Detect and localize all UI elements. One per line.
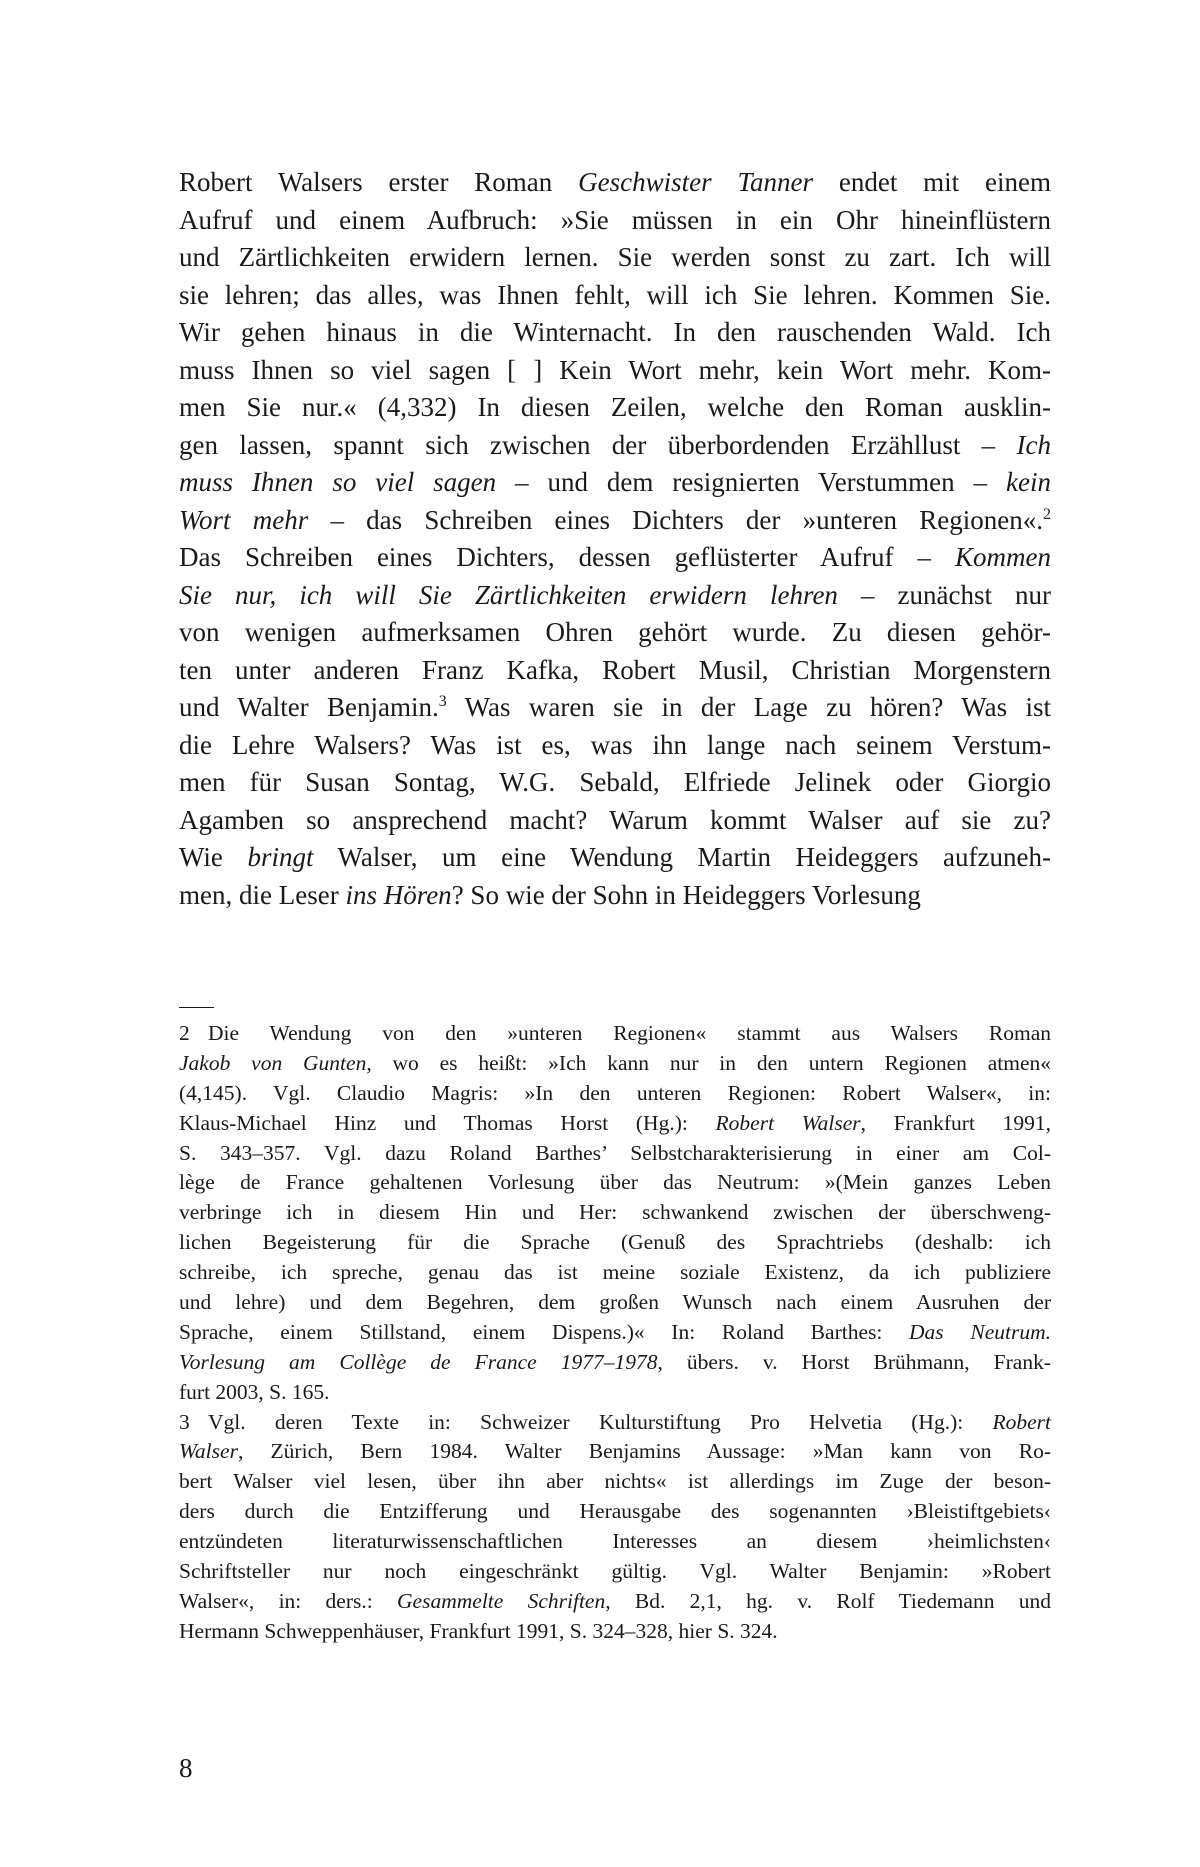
text-run: furt 2003, S. 165. [179, 1379, 330, 1404]
footnote-line [179, 1079, 1051, 1109]
text-run: und Zärtlichkeiten erwidern lernen. Sie werden sonst zu zart. Ich will [179, 242, 1051, 272]
footnotes-block [179, 1019, 1051, 1647]
text-run: – und dem resignierten Verstummen – [496, 467, 1007, 497]
text-run: Walser, um eine Wendung Martin Heideggers aufzuneh- [313, 842, 1051, 872]
text-run: schreibe, ich spreche, genau das ist meine soziale Existenz, da ich publiziere [179, 1260, 1051, 1285]
body-line [179, 277, 1051, 315]
text-run: Klaus-Michael Hinz und Thomas Horst (Hg.): [179, 1110, 716, 1135]
footnote-line [179, 1139, 1051, 1169]
text-run: Die Wendung von den »unteren Regionen« stammt aus Walsers Roman [208, 1021, 1051, 1045]
footnote-line [179, 1497, 1051, 1527]
footnote-line [179, 1109, 1051, 1139]
text-run: lège de France gehaltenen Vorlesung über das Neutrum: »(Mein ganzes Leben [179, 1170, 1051, 1195]
body-line [179, 164, 1051, 202]
text-run: von wenigen aufmerksamen Ohren gehört wurde. Zu diesen gehör- [179, 617, 1051, 647]
italic-text: Ich [1016, 429, 1051, 460]
text-run: bert Walser viel lesen, über ihn aber nichts« ist allerdings im Zuge der beson- [179, 1469, 1051, 1494]
text-run: lichen Begeisterung für die Sprache (Genuß des Sprachtriebs (deshalb: ich [179, 1230, 1051, 1255]
text-run: – zunächst nur [837, 579, 1052, 610]
text-run: Agamben so ansprechend macht? Warum kommt Walser auf sie zu? [179, 804, 1051, 835]
footnote-line [179, 1527, 1051, 1557]
footnote-line [179, 1378, 1051, 1408]
text-run: Hermann Schweppenhäuser, Frankfurt 1991, S. 324–328, hier S. 324. [179, 1618, 778, 1643]
italic-text: Jakob von Gunten [179, 1050, 367, 1075]
text-run: endet mit einem [813, 167, 1052, 197]
body-line [179, 577, 1051, 615]
body-line [179, 652, 1051, 690]
footnote-reference: 2 [1043, 505, 1052, 523]
text-run: , wo es heißt: »Ich kann nur in den untern Regionen atmen« [366, 1050, 1051, 1075]
text-run: Wie [179, 842, 248, 872]
text-run: , Frankfurt 1991, [860, 1110, 1051, 1135]
text-run: men für Susan Sontag, W.G. Sebald, Elfriede Jelinek oder Giorgio [179, 767, 1051, 797]
italic-text: Walser [179, 1439, 238, 1464]
footnote-line [179, 1587, 1051, 1617]
italic-text: kein [1006, 467, 1051, 497]
text-run: – das Schreiben eines Dichters der »unteren Regionen«. [308, 504, 1044, 535]
text-run: Was waren sie in der Lage zu hören? Was ist [446, 692, 1051, 722]
text-run: , Zürich, Bern 1984. Walter Benjamins Aussage: »Man kann von Ro- [237, 1439, 1051, 1464]
italic-text: bringt [247, 842, 314, 872]
italic-text: Das Neutrum. [909, 1319, 1051, 1344]
text-run: (4,145). Vgl. Claudio Magris: »In den unteren Regionen: Robert Walser«, in: [179, 1080, 1051, 1105]
body-line [179, 389, 1051, 427]
text-run: Robert Walsers erster Roman [179, 167, 579, 197]
footnote-line [179, 1318, 1051, 1348]
text-run: Aufruf und einem Aufbruch: »Sie müssen in ein Ohr hineinflüstern [179, 204, 1051, 235]
text-run: , übers. v. Horst Brühmann, Frank- [657, 1349, 1051, 1374]
footnote-line [179, 1437, 1051, 1467]
italic-text: Kommen [955, 542, 1051, 572]
italic-text: Geschwister Tanner [578, 167, 814, 197]
body-line [179, 202, 1051, 240]
footnote-line [179, 1557, 1051, 1587]
text-run: Das Schreiben eines Dichters, dessen geflüsterter Aufruf – [179, 542, 955, 572]
italic-text: Wort mehr [179, 504, 309, 535]
body-line [179, 352, 1051, 390]
footnote-line [179, 1408, 1051, 1438]
text-run: Vgl. deren Texte in: Schweizer Kulturstiftung Pro Helvetia (Hg.): [208, 1409, 993, 1434]
text-run: ders durch die Entzifferung und Herausgabe des sogenannten ›Bleistiftgebiets‹ [179, 1499, 1051, 1524]
text-run: die Lehre Walsers? Was ist es, was ihn lange nach seinem Verstum- [179, 729, 1051, 760]
footnote-line [179, 1288, 1051, 1318]
footnote-number: 3 [179, 1409, 190, 1434]
page-number: 8 [179, 1753, 193, 1783]
footnote-line [179, 1168, 1051, 1198]
footnote-line [179, 1019, 1051, 1049]
text-run: verbringe ich in diesem Hin und Her: schwankend zwischen der überschweng- [179, 1200, 1051, 1225]
footnote-line [179, 1617, 1051, 1647]
italic-text: Robert [992, 1409, 1051, 1434]
footnote-line [179, 1258, 1051, 1288]
text-run: , Bd. 2,1, hg. v. Rolf Tiedemann und [605, 1588, 1051, 1613]
footnote-reference: 3 [438, 693, 447, 710]
italic-text: Robert Walser [715, 1110, 861, 1135]
body-line [179, 764, 1051, 802]
text-run: und lehre) und dem Begehren, dem großen Wunsch nach einem Ausruhen der [179, 1290, 1051, 1315]
footnote-line [179, 1467, 1051, 1497]
text-run: gen lassen, spannt sich zwischen der überbordenden Erzähllust – [179, 429, 1017, 460]
footnote-separator-rule [179, 1007, 214, 1008]
main-text-block [179, 164, 1051, 914]
body-line [179, 314, 1051, 352]
italic-text: Sie nur, ich will Sie Zärtlichkeiten erwidern lehren [179, 579, 838, 610]
text-run: men Sie nur.« (4,332) In diesen Zeilen, welche den Roman ausklin- [179, 392, 1051, 422]
text-run: ? So wie der Sohn in Heideggers Vorlesung [451, 879, 921, 910]
body-line [179, 239, 1051, 277]
text-run: und Walter Benjamin. [179, 692, 439, 722]
body-line [179, 839, 1051, 877]
body-line [179, 614, 1051, 652]
footnote-line [179, 1348, 1051, 1378]
text-run: Walser«, in: ders.: [179, 1588, 398, 1613]
body-line [179, 802, 1051, 840]
footnote-line [179, 1228, 1051, 1258]
italic-text: ins Hören [345, 879, 452, 910]
text-run: men, die Leser [179, 879, 346, 910]
text-run: Schriftsteller nur noch eingeschränkt gültig. Vgl. Walter Benjamin: »Robert [179, 1559, 1051, 1584]
body-line [179, 689, 1051, 727]
text-run: ten unter anderen Franz Kafka, Robert Musil, Christian Morgenstern [179, 654, 1051, 685]
body-line [179, 427, 1051, 465]
text-run: sie lehren; das alles, was Ihnen fehlt, will ich Sie lehren. Kommen Sie. [179, 279, 1051, 310]
footnote-line [179, 1198, 1051, 1228]
text-run: S. 343–357. Vgl. dazu Roland Barthes’ Selbstcharakterisierung in einer am Col- [179, 1140, 1051, 1165]
italic-text: muss Ihnen so viel sagen [179, 467, 497, 497]
body-line [179, 502, 1051, 540]
body-line [179, 464, 1051, 502]
footnote-line [179, 1049, 1051, 1079]
footnote-number: 2 [179, 1021, 190, 1045]
text-run: entzündeten literaturwissenschaftlichen Interesses an diesem ›heimlichsten‹ [179, 1529, 1051, 1554]
body-line [179, 877, 1051, 915]
italic-text: Gesammelte Schriften [397, 1588, 606, 1613]
text-run: Wir gehen hinaus in die Winternacht. In den rauschenden Wald. Ich [179, 317, 1051, 347]
body-line [179, 539, 1051, 577]
text-run: muss Ihnen so viel sagen [ ] Kein Wort mehr, kein Wort mehr. Kom- [179, 354, 1051, 385]
body-line [179, 727, 1051, 765]
italic-text: Vorlesung am Collège de France 1977–1978 [179, 1349, 658, 1374]
text-run: Sprache, einem Stillstand, einem Dispens.)« In: Roland Barthes: [179, 1319, 910, 1344]
